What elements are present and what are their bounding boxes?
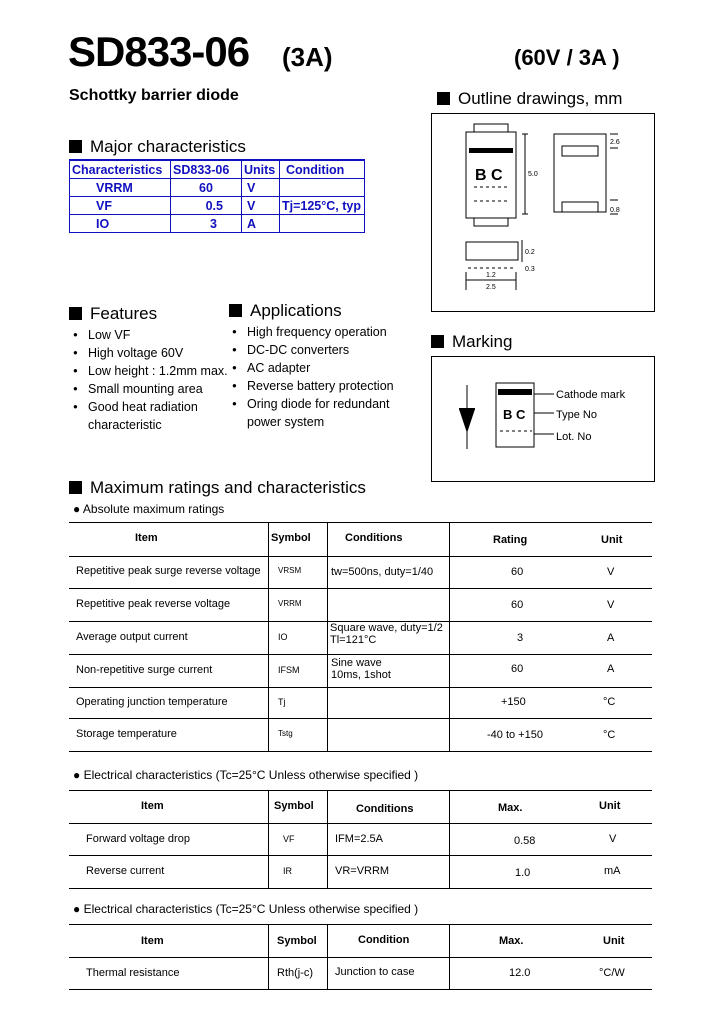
symbol-cell: VF — [283, 834, 295, 844]
list-item: characteristic — [88, 418, 162, 432]
item-cell: Operating junction temperature — [76, 696, 228, 708]
item-cell: Thermal resistance — [86, 967, 180, 979]
condition-cell: Junction to case — [335, 966, 415, 978]
outline-dim: 0.3 — [525, 266, 535, 273]
outline-dim: 1.2 — [486, 272, 496, 279]
list-item: ● Good heat radiation — [73, 398, 228, 416]
marking-box — [431, 356, 655, 482]
item-cell: Repetitive peak reverse voltage — [76, 598, 231, 610]
symbol-cell: IO — [278, 632, 288, 642]
unit-cell: V — [242, 197, 280, 215]
absolute-caption: ● Absolute maximum ratings — [73, 502, 225, 516]
item-cell: Forward voltage drop — [86, 833, 190, 845]
header-cell: Units — [242, 160, 280, 179]
list-item: ● Low height : 1.2mm max. — [73, 362, 228, 380]
outline-dim: 0.2 — [525, 249, 535, 256]
condition-line: Tl=121°C — [330, 634, 377, 646]
unit-cell: °C/W — [599, 967, 625, 979]
marking-drawing — [432, 357, 654, 481]
header-cell: Symbol — [274, 800, 314, 812]
max-cell: 12.0 — [509, 967, 531, 979]
square-bullet-icon — [69, 481, 82, 494]
list-item: ● High voltage 60V — [73, 344, 228, 362]
header-cell: Unit — [603, 935, 625, 947]
header-cell: Conditions — [356, 803, 414, 815]
symbol-cell: IR — [283, 866, 292, 876]
header-cell: Item — [135, 532, 158, 544]
value-cell: 0.5 — [171, 197, 242, 215]
marking-code: B C — [503, 407, 526, 422]
symbol-cell: VRRM — [278, 599, 302, 608]
diode-symbol-icon — [459, 409, 475, 433]
condition-cell: tw=500ns, duty=1/40 — [331, 566, 434, 578]
unit-cell: V — [242, 179, 280, 197]
unit-cell: V — [609, 833, 617, 845]
square-bullet-icon — [437, 92, 450, 105]
unit-cell: mA — [604, 865, 621, 877]
max-cell: 0.58 — [514, 835, 536, 847]
symbol-cell: Rth(j-c) — [277, 967, 314, 979]
condition-line: 10ms, 1shot — [331, 669, 391, 681]
symbol-cell: VRRM — [70, 179, 171, 197]
symbol-cell: IFSM — [278, 665, 300, 675]
max-ratings-heading: Maximum ratings and characteristics — [69, 478, 366, 498]
item-cell: Average output current — [76, 631, 188, 643]
condition-line: Square wave, duty=1/2 — [330, 622, 443, 634]
square-bullet-icon — [229, 304, 242, 317]
max-cell: 1.0 — [515, 867, 531, 879]
symbol-cell: Tstg — [278, 729, 293, 738]
rating-cell: -40 to +150 — [487, 729, 543, 741]
table-row — [69, 622, 652, 655]
applications-heading: Applications — [229, 301, 342, 321]
header-cell: Max. — [499, 935, 524, 947]
header-cell: Unit — [601, 534, 623, 546]
outline-dim: 5.0 — [528, 171, 538, 178]
table-row — [69, 958, 652, 990]
features-list — [73, 326, 228, 434]
table-row — [70, 179, 365, 197]
rating-cell: 3 — [517, 632, 524, 644]
value-cell: 3 — [171, 215, 242, 233]
list-item: ● High frequency operation — [232, 323, 394, 341]
features-heading: Features — [69, 304, 157, 324]
rating-cell: +150 — [501, 696, 526, 708]
item-cell: Reverse current — [86, 865, 165, 877]
table-header-row — [69, 523, 652, 557]
electrical-caption-1: ● Electrical characteristics (Tc=25°C Unless otherwise specified ) — [73, 768, 419, 782]
item-cell: Repetitive peak surge reverse voltage — [76, 565, 261, 577]
condition-line: Sine wave — [331, 657, 382, 669]
symbol-cell: VRSM — [278, 566, 302, 575]
list-item: ● Small mounting area — [73, 380, 228, 398]
outline-marking-text: B C — [475, 167, 503, 184]
table-row — [69, 688, 652, 719]
table-row — [69, 856, 652, 889]
unit-cell: A — [607, 663, 615, 675]
condition-cell: VR=VRRM — [335, 865, 390, 877]
list-item: power system — [247, 415, 325, 429]
header-cell: Symbol — [271, 532, 311, 544]
header-cell: Item — [141, 935, 164, 947]
header-cell: Conditions — [345, 532, 403, 544]
electrical-caption-2: ● Electrical characteristics (Tc=25°C Unless otherwise specified ) — [73, 902, 419, 916]
absolute-ratings-table — [69, 522, 652, 751]
unit-cell: °C — [603, 729, 616, 741]
list-item: ● Oring diode for redundant — [232, 395, 394, 413]
unit-cell: A — [242, 215, 280, 233]
rating-cell: 60 — [511, 663, 524, 675]
outline-dim: 2.6 — [610, 139, 620, 146]
table-row — [70, 215, 365, 233]
symbol-cell: VF — [70, 197, 171, 215]
table-row — [69, 655, 652, 688]
header-cell: Unit — [599, 800, 621, 812]
marking-label: Cathode mark — [556, 389, 626, 401]
table-row — [70, 197, 365, 215]
header-cell: SD833-06 — [171, 160, 242, 179]
list-item: ● Reverse battery protection — [232, 377, 394, 395]
unit-cell: °C — [603, 696, 616, 708]
outline-drawing — [432, 114, 654, 311]
part-current: (3A) — [282, 42, 333, 72]
header-cell: Rating — [493, 534, 528, 546]
list-item: ● AC adapter — [232, 359, 394, 377]
table-header-row — [70, 160, 365, 179]
condition-cell: IFM=2.5A — [335, 833, 383, 845]
condition-cell — [280, 215, 365, 233]
table-row — [69, 824, 652, 856]
square-bullet-icon — [431, 335, 444, 348]
header-cell: Max. — [498, 802, 523, 814]
unit-cell: A — [607, 632, 615, 644]
condition-cell: Tj=125°C, typ — [280, 197, 365, 215]
list-item: ● DC-DC converters — [232, 341, 394, 359]
header-cell: Item — [141, 800, 164, 812]
outline-dim: 0.8 — [610, 207, 620, 214]
rating-cell: 60 — [511, 599, 524, 611]
condition-cell — [331, 657, 391, 681]
outline-heading: Outline drawings, mm — [437, 89, 622, 109]
outline-dim: 2.5 — [486, 284, 496, 291]
header-cell: Characteristics — [70, 160, 171, 179]
header-cell: Condition — [358, 934, 410, 946]
major-characteristics-heading: Major characteristics — [69, 137, 246, 157]
table-header-row — [69, 791, 652, 824]
square-bullet-icon — [69, 140, 82, 153]
marking-heading: Marking — [431, 332, 512, 352]
part-number: SD833-06 — [68, 28, 250, 75]
header-cell: Symbol — [277, 935, 317, 947]
symbol-cell: IO — [70, 215, 171, 233]
item-cell: Non-repetitive surge current — [76, 664, 213, 676]
electrical-table-1 — [69, 790, 652, 888]
rating-cell: 60 — [511, 566, 524, 578]
cathode-bar — [498, 389, 532, 395]
unit-cell: V — [607, 599, 615, 611]
marking-label: Lot. No — [556, 431, 592, 443]
electrical-table-2 — [69, 924, 652, 989]
item-cell: Storage temperature — [76, 728, 177, 740]
condition-cell — [280, 179, 365, 197]
value-cell: 60 — [171, 179, 242, 197]
header-cell: Condition — [280, 160, 365, 179]
outline-drawing-box — [431, 113, 655, 312]
symbol-cell: Tj — [278, 697, 286, 707]
unit-cell: V — [607, 566, 615, 578]
device-description: Schottky barrier diode — [69, 87, 239, 104]
table-row — [69, 556, 652, 589]
list-item: ● Low VF — [73, 326, 228, 344]
square-bullet-icon — [69, 307, 82, 320]
rating-summary: (60V / 3A ) — [514, 45, 620, 70]
table-header-row — [69, 925, 652, 958]
applications-list — [232, 323, 394, 431]
table-row — [69, 719, 652, 752]
marking-label: Type No — [556, 409, 597, 421]
condition-cell — [330, 622, 443, 646]
major-characteristics-table — [69, 159, 365, 233]
table-row — [69, 589, 652, 622]
